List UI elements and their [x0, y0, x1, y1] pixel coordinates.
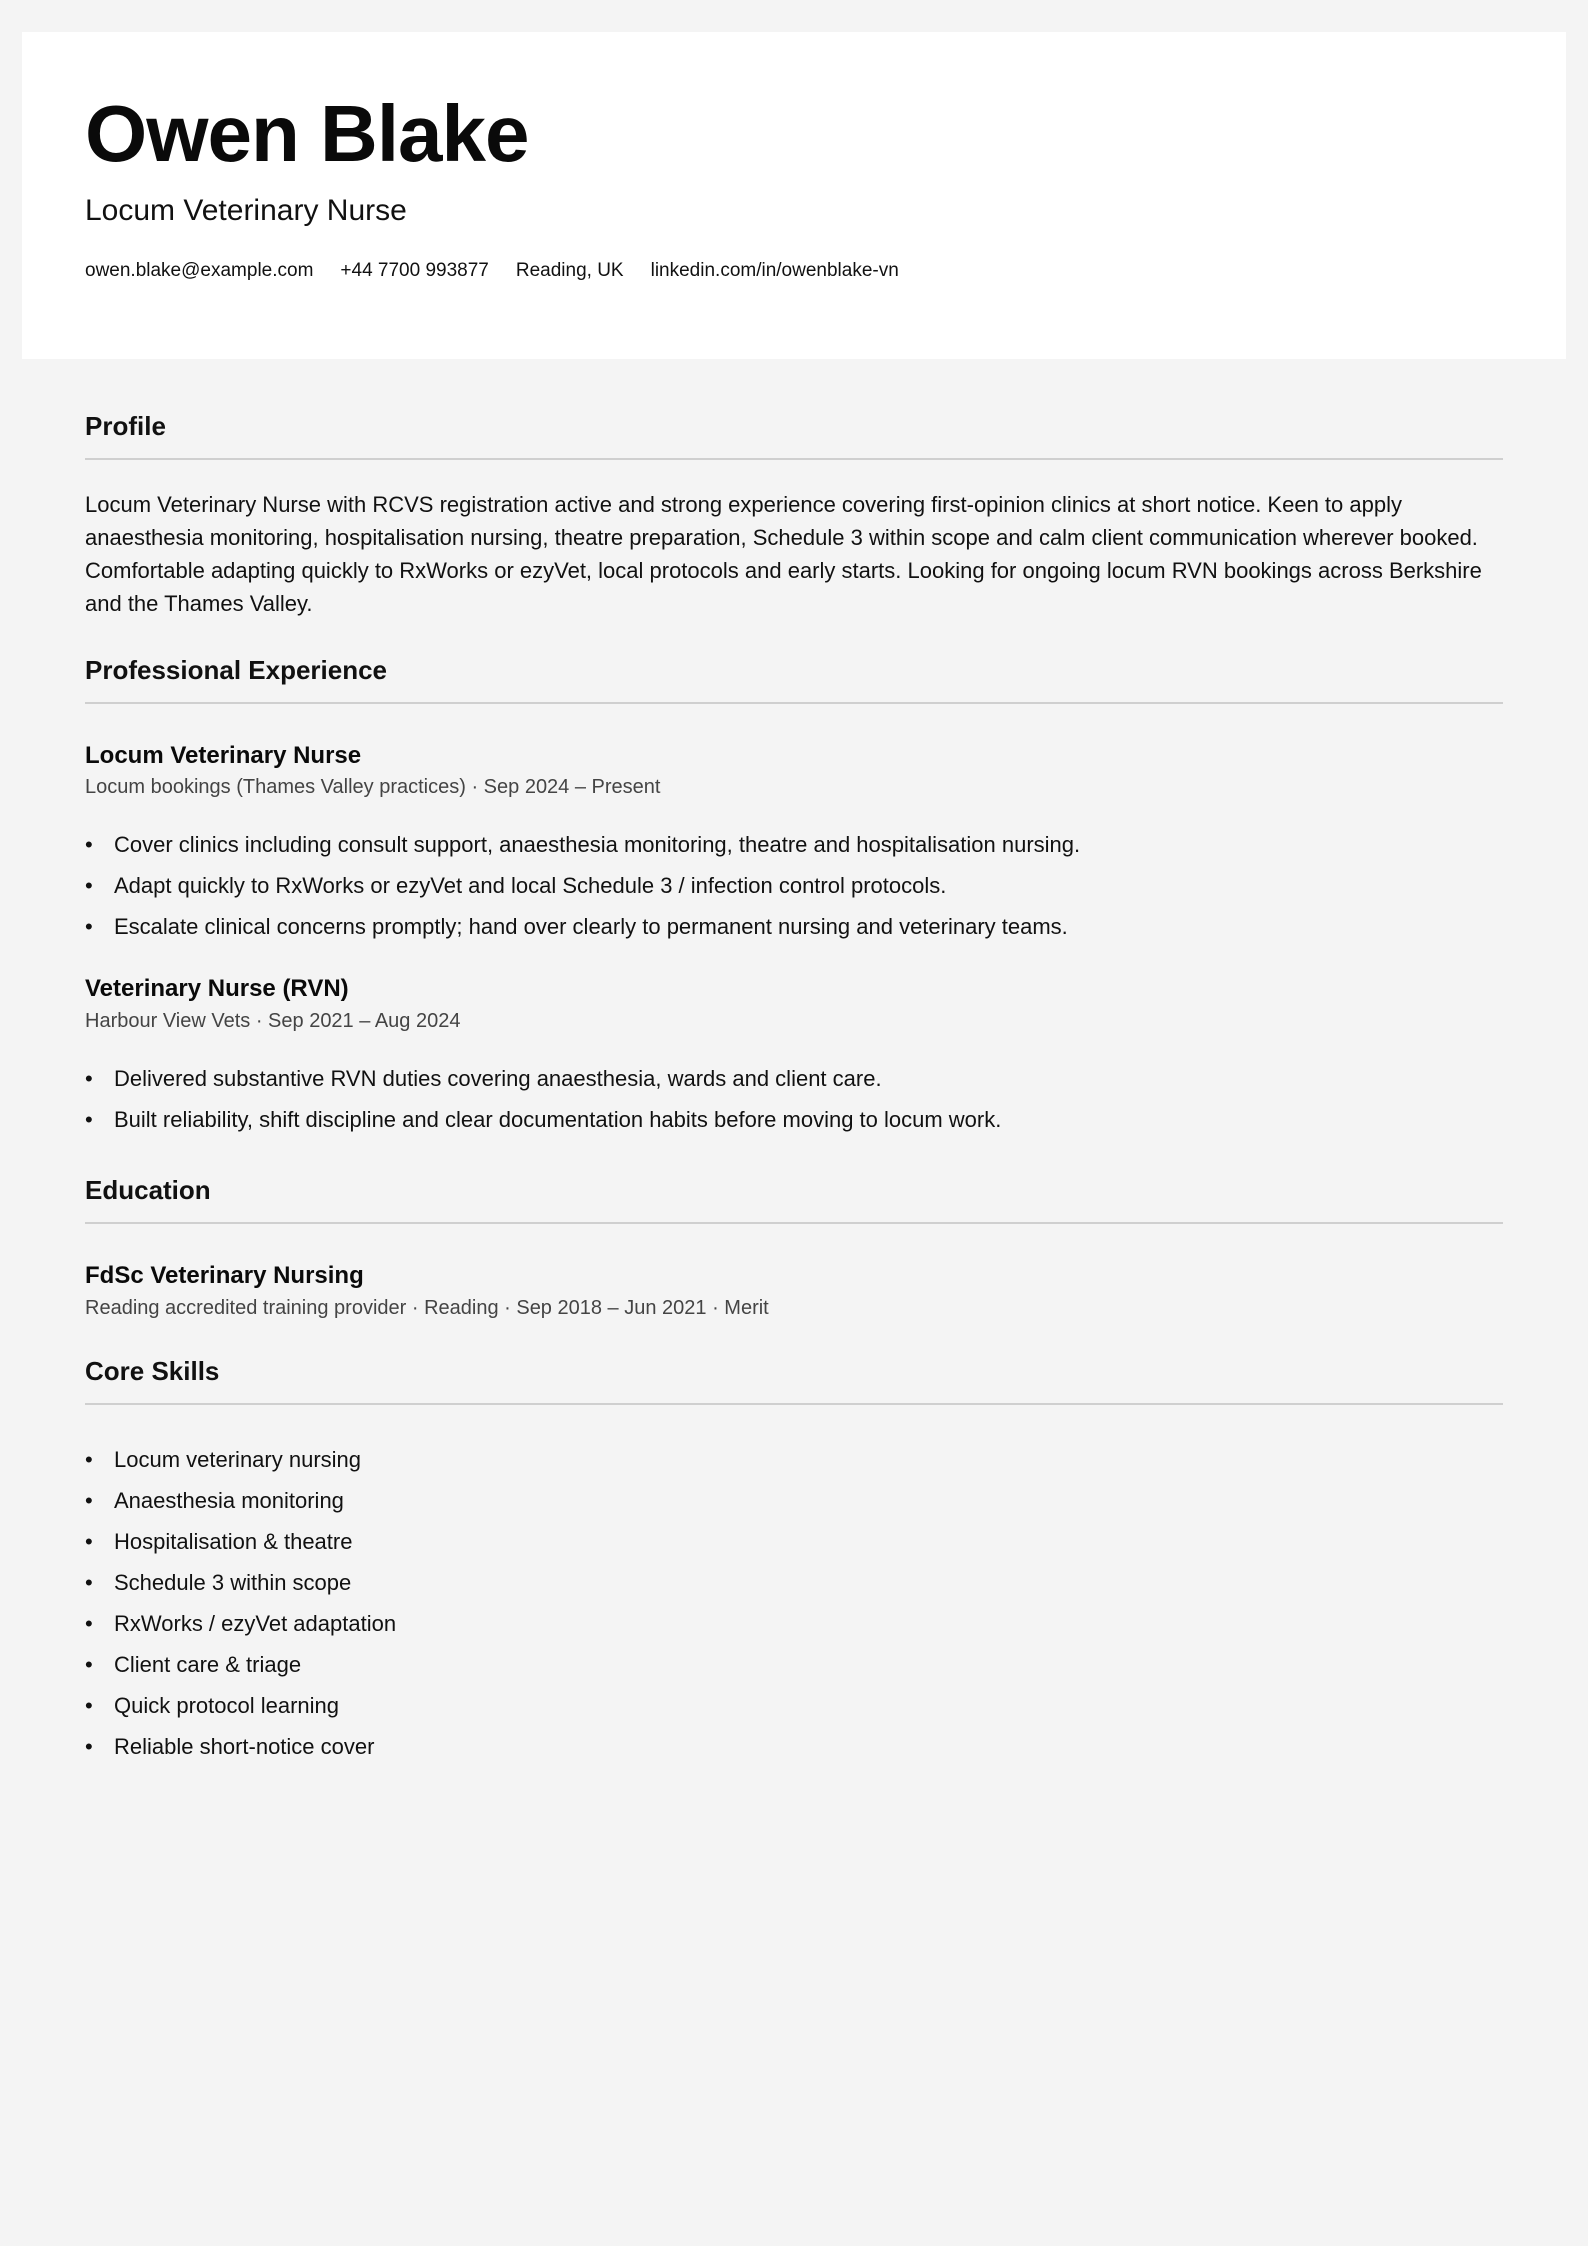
job-meta: Locum bookings (Thames Valley practices) · Sep 2024 – Present	[85, 776, 661, 799]
skill-item: • RxWorks / ezyVet adaptation	[85, 1603, 1503, 1644]
job-entry	[85, 742, 1503, 948]
job-bullets	[85, 1058, 1503, 1140]
skill-item: • Reliable short-notice cover	[85, 1726, 1503, 1767]
resume-body	[85, 410, 1503, 1767]
section-divider	[85, 1222, 1503, 1224]
section-title-profile: Profile	[85, 411, 166, 441]
job-title: Locum Veterinary Nurse	[85, 741, 362, 769]
profile-summary: Locum Veterinary Nurse with RCVS registration active and strong experience covering first-opinion clinics at short notice. Keen to apply anaesthesia monitoring, hospitalisation nursing, theatre preparation, Schedule 3 within scope and calm client communication wherever booked. Comfortable adapting quickly to RxWorks or ezyVet, local protocols and early starts. Looking for ongoing locum RVN bookings across Berkshire and the Thames Valley.	[85, 491, 1482, 616]
section-title-skills: Core Skills	[85, 1355, 220, 1386]
job-meta: Harbour View Vets · Sep 2021 – Aug 2024	[85, 1010, 461, 1033]
section-title-education: Education	[85, 1175, 211, 1206]
profile-section	[85, 410, 1503, 620]
skills-list	[85, 1439, 1503, 1767]
contact-phone[interactable]: +44 7700 993877	[340, 260, 489, 281]
contact-email[interactable]: owen.blake@example.com	[85, 260, 314, 281]
job-title: Veterinary Nurse (RVN)	[85, 975, 349, 1003]
section-divider	[85, 458, 1503, 460]
education-meta: Reading accredited training provider · Reading · Sep 2018 – Jun 2021 · Merit	[85, 1296, 769, 1319]
job-bullet: • Escalate clinical concerns promptly; hand over clearly to permanent nursing and veterinary teams.	[85, 906, 1503, 947]
skills-section	[85, 1355, 1503, 1767]
skill-item: • Hospitalisation & theatre	[85, 1521, 1503, 1562]
candidate-headline: Locum Veterinary Nurse	[85, 194, 407, 227]
experience-section	[85, 654, 1503, 1140]
job-bullet: • Built reliability, shift discipline and clear documentation habits before moving to locum work.	[85, 1099, 1503, 1140]
education-entry	[85, 1262, 1503, 1321]
job-bullets	[85, 824, 1503, 947]
section-divider	[85, 702, 1503, 704]
section-title-experience: Professional Experience	[85, 654, 388, 685]
skill-item: • Schedule 3 within scope	[85, 1562, 1503, 1603]
job-entry	[85, 975, 1503, 1140]
skill-item: • Anaesthesia monitoring	[85, 1480, 1503, 1521]
job-bullet: • Cover clinics including consult support, anaesthesia monitoring, theatre and hospitalisation nursing.	[85, 824, 1503, 865]
section-divider	[85, 1403, 1503, 1405]
contact-linkedin[interactable]: linkedin.com/in/owenblake-vn	[650, 260, 899, 281]
skill-item: • Quick protocol learning	[85, 1685, 1503, 1726]
skill-item: • Client care & triage	[85, 1644, 1503, 1685]
job-bullet: • Delivered substantive RVN duties covering anaesthesia, wards and client care.	[85, 1058, 1503, 1099]
contact-location: Reading, UK	[515, 260, 624, 281]
skill-item: • Locum veterinary nursing	[85, 1439, 1503, 1480]
education-degree: FdSc Veterinary Nursing	[85, 1261, 364, 1289]
education-section	[85, 1174, 1503, 1321]
contact-row	[85, 261, 926, 280]
resume-header	[22, 32, 1566, 359]
candidate-name: Owen Blake	[85, 89, 529, 178]
job-bullet: • Adapt quickly to RxWorks or ezyVet and local Schedule 3 / infection control protocols.	[85, 865, 1503, 906]
